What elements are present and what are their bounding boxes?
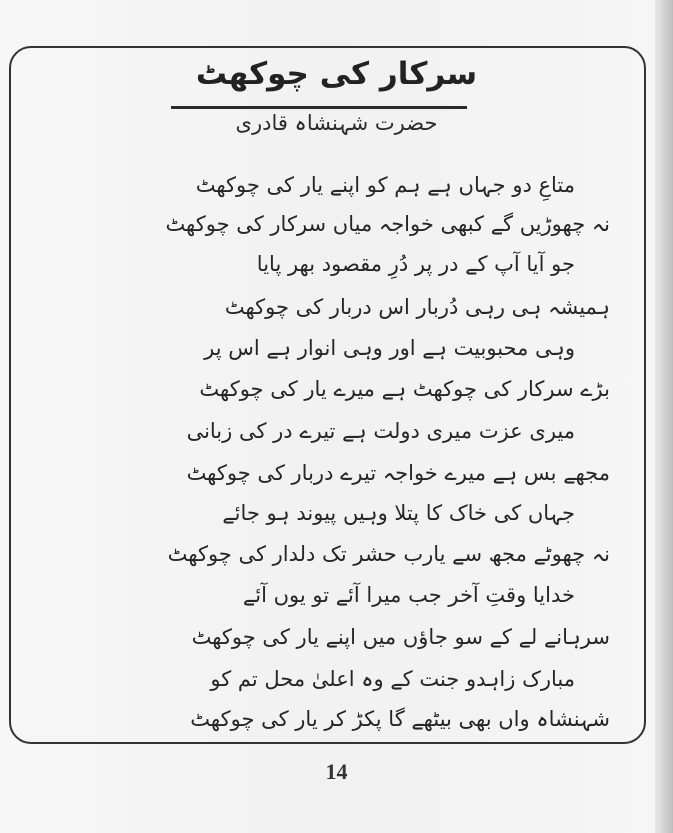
verse-line-4: ہمیشہ ہی رہی دُربار اس دربار کی چوکھٹ	[224, 295, 610, 319]
poem-title: سرکار کی چوکھٹ	[195, 56, 478, 92]
verse-line-2: نہ چھوڑیں گے کبھی خواجہ میاں سرکار کی چوکھٹ	[165, 212, 610, 236]
verse-line-10: نہ چھوٹے مجھ سے یارب حشر تک دلدار کی چوکھٹ	[167, 542, 610, 566]
verse-line-8: مجھے بس ہے میرے خواجہ تیرے دربار کی چوکھٹ	[186, 461, 610, 485]
page-number: 14	[325, 759, 348, 784]
title-underline	[171, 106, 467, 109]
verse-line-13: مبارک زاہدو جنت کے وہ اعلیٰ محل تم کو	[210, 667, 575, 691]
verse-line-7: میری عزت میری دولت ہے تیرے در کی زبانی	[186, 419, 575, 443]
verse-line-5: وہی محبوبیت ہے اور وہی انوار ہے اس پر	[204, 336, 575, 360]
verse-line-3: جو آیا آپ کے در پر دُرِ مقصود بھر پایا	[256, 252, 575, 276]
verse-line-14: شہنشاہ واں بھی بیٹھے گا پکڑ کر یار کی چوکھٹ	[190, 707, 610, 731]
verse-line-1: متاعِ دو جہاں ہے ہم کو اپنے یار کی چوکھٹ	[195, 173, 575, 197]
poem-author: حضرت شہنشاہ قادری	[235, 111, 438, 135]
verse-line-11: خدایا وقتِ آخر جب میرا آئے تو یوں آئے	[242, 583, 575, 607]
verse-line-6: بڑے سرکار کی چوکھٹ ہے میرے یار کی چوکھٹ	[199, 377, 610, 401]
verse-line-12: سرہانے لے کے سو جاؤں میں اپنے یار کی چوکھٹ	[191, 625, 610, 649]
verse-line-9: جہاں کی خاک کا پتلا وہیں پیوند ہو جائے	[222, 501, 575, 525]
